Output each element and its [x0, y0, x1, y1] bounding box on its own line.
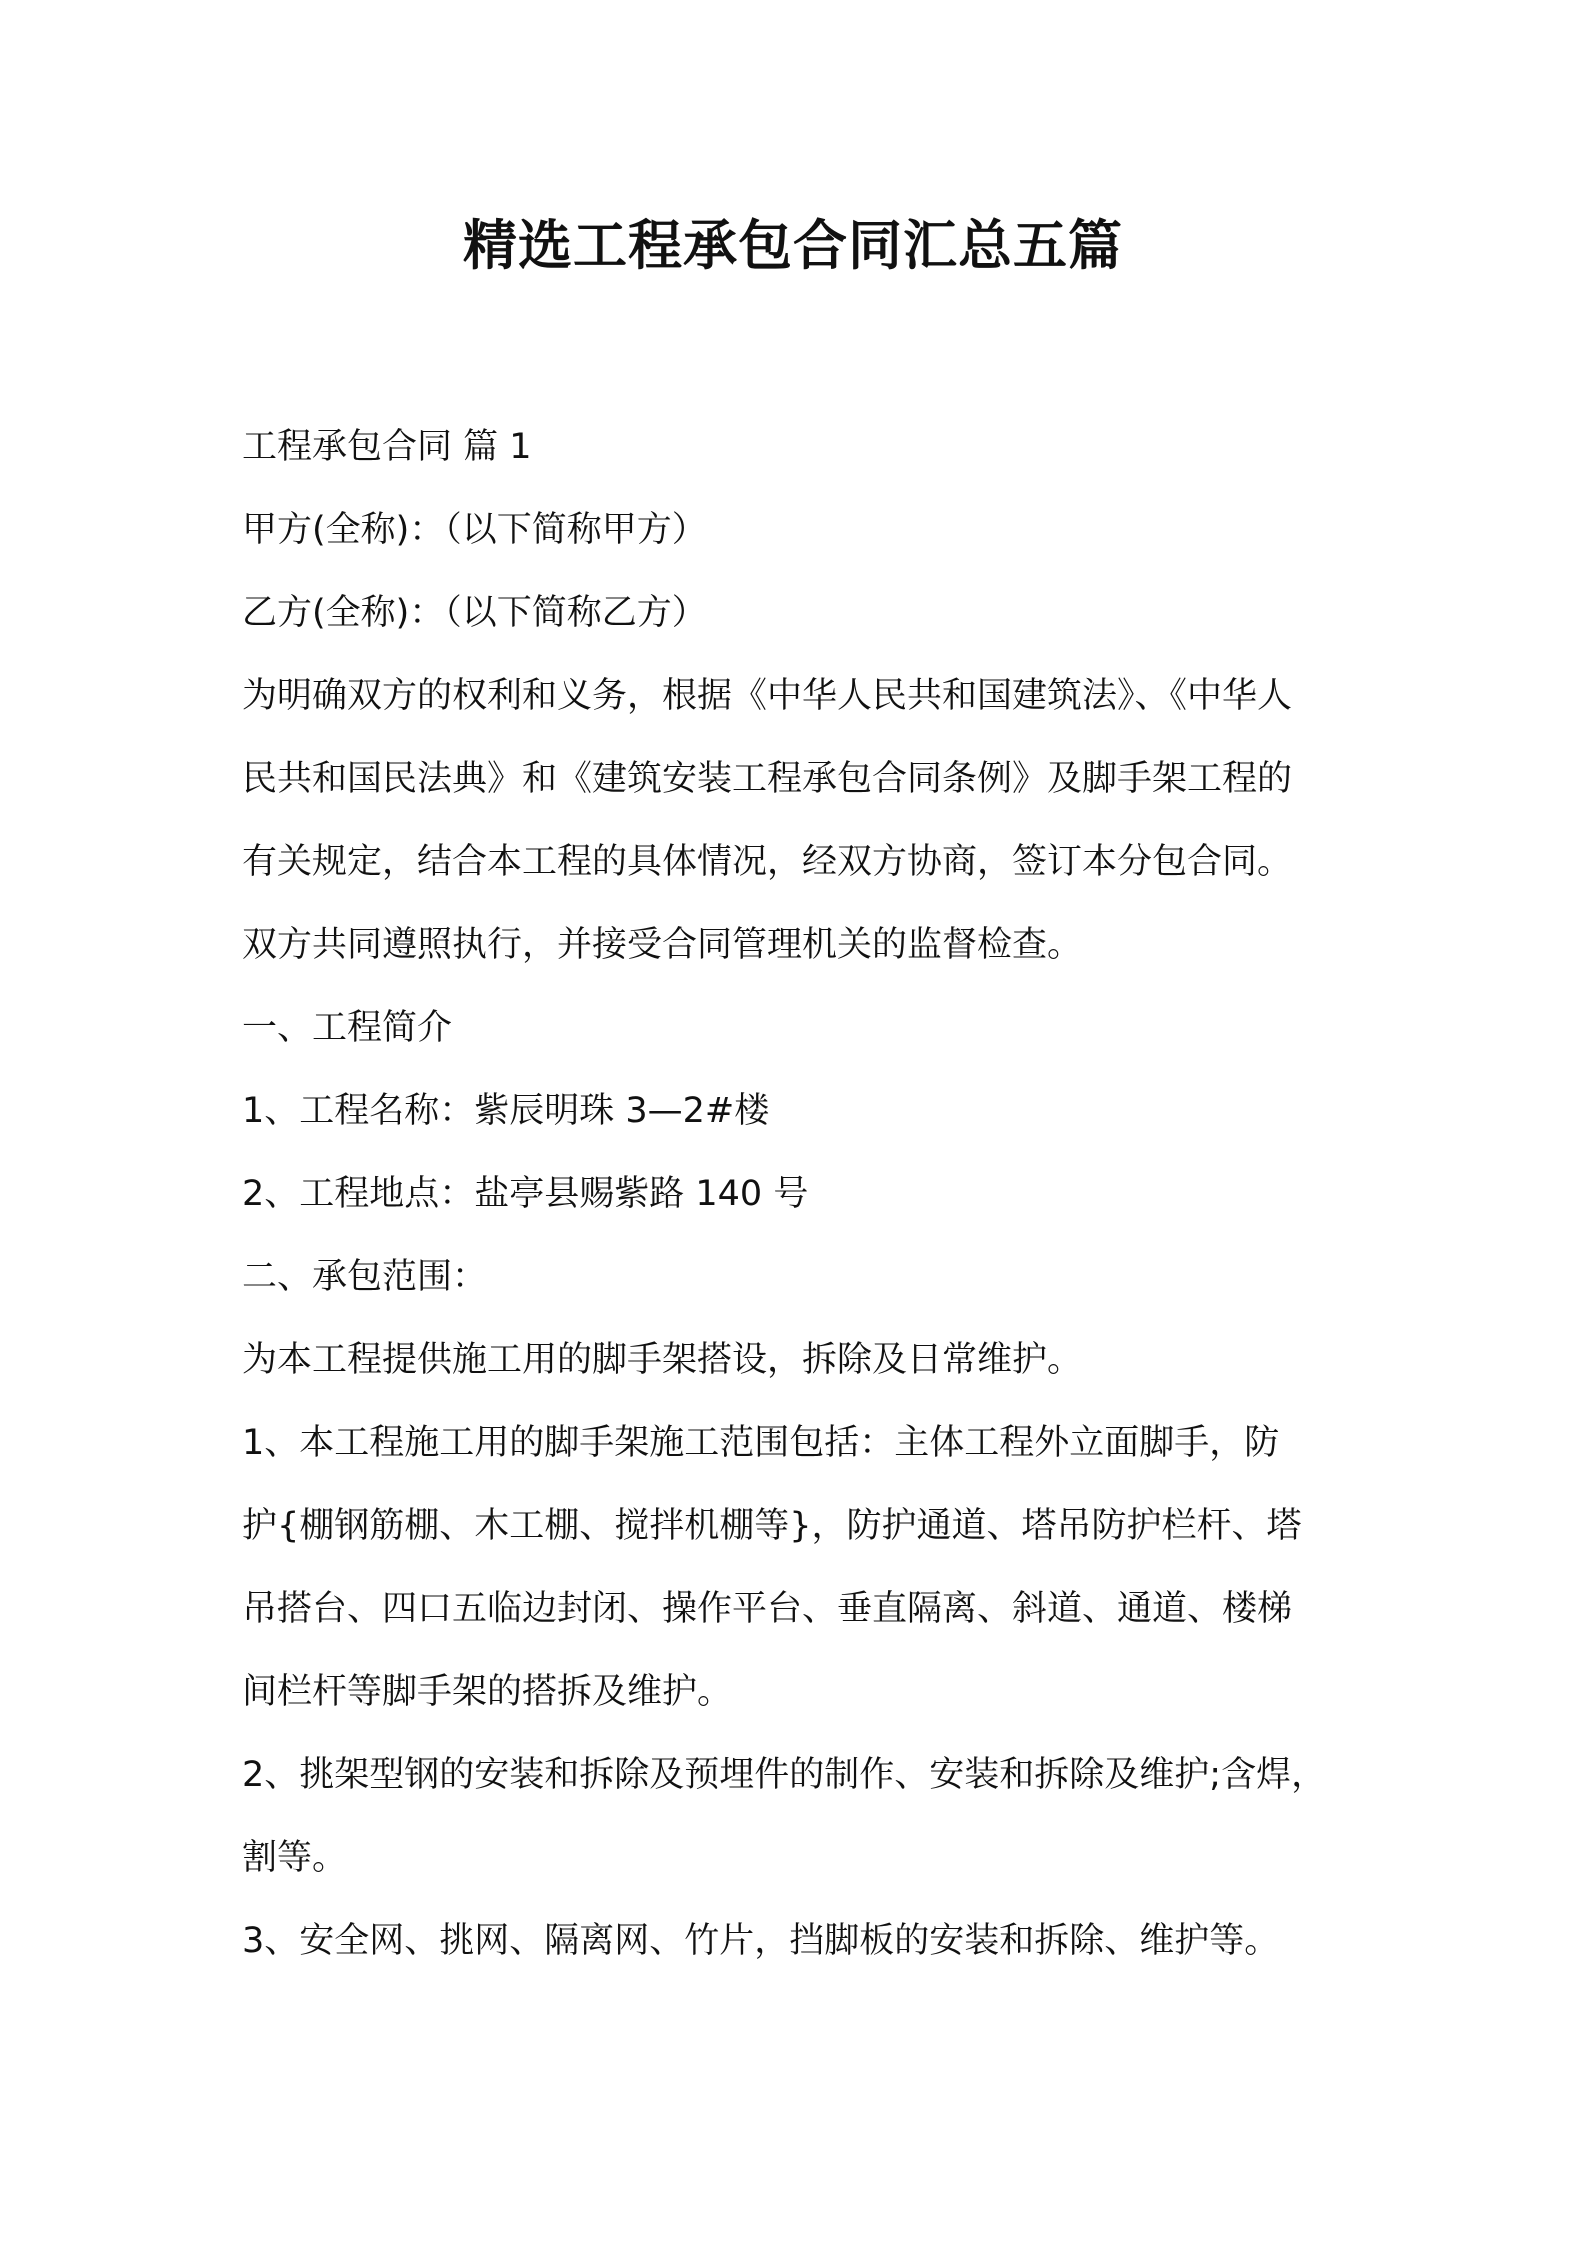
preamble-line-1: 为明确双方的权利和义务，根据《中华人民共和国建筑法》、《中华人 [242, 676, 1293, 716]
scope-item-2-line-1: 2、挑架型钢的安装和拆除及预埋件的制作、安装和拆除及维护;含焊， [242, 1755, 1327, 1795]
scope-item-1-line-2: 护{棚钢筋棚、木工棚、搅拌机棚等}，防护通道、塔吊防护栏杆、塔 [242, 1506, 1302, 1546]
scope-item-1-line-3: 吊搭台、四口五临边封闭、操作平台、垂直隔离、斜道、通道、楼梯 [242, 1589, 1293, 1629]
scope-item-2-line-2: 割等。 [242, 1838, 348, 1878]
preamble-line-4: 双方共同遵照执行，并接受合同管理机关的监督检查。 [242, 925, 1083, 965]
party-a-line: 甲方(全称)：（以下简称甲方） [242, 510, 707, 550]
scope-item-3-line-1: 3、安全网、挑网、隔离网、竹片，挡脚板的安装和拆除、维护等。 [242, 1921, 1280, 1961]
section-heading-scope: 二、承包范围： [242, 1257, 488, 1297]
project-location-line: 2、工程地点：盐亭县赐紫路 140 号 [242, 1174, 809, 1214]
party-b-line: 乙方(全称)：（以下简称乙方） [242, 593, 707, 633]
project-name-line: 1、工程名称：紫辰明珠 3—2#楼 [242, 1091, 770, 1131]
document-body [242, 406, 1362, 1983]
scope-item-1-line-4: 间栏杆等脚手架的搭拆及维护。 [242, 1672, 733, 1712]
preamble-line-2: 民共和国民法典》和《建筑安装工程承包合同条例》及脚手架工程的 [242, 759, 1293, 799]
document-title: 精选工程承包合同汇总五篇 [463, 214, 1123, 277]
preamble-line-3: 有关规定，结合本工程的具体情况，经双方协商，签订本分包合同。 [242, 842, 1293, 882]
scope-item-1-line-1: 1、本工程施工用的脚手架施工范围包括：主体工程外立面脚手，防 [242, 1423, 1280, 1463]
scope-intro-line: 为本工程提供施工用的脚手架搭设，拆除及日常维护。 [242, 1340, 1083, 1380]
section-heading-project-intro: 一、工程简介 [242, 1008, 453, 1048]
section-heading-part-1: 工程承包合同 篇 1 [242, 427, 532, 467]
